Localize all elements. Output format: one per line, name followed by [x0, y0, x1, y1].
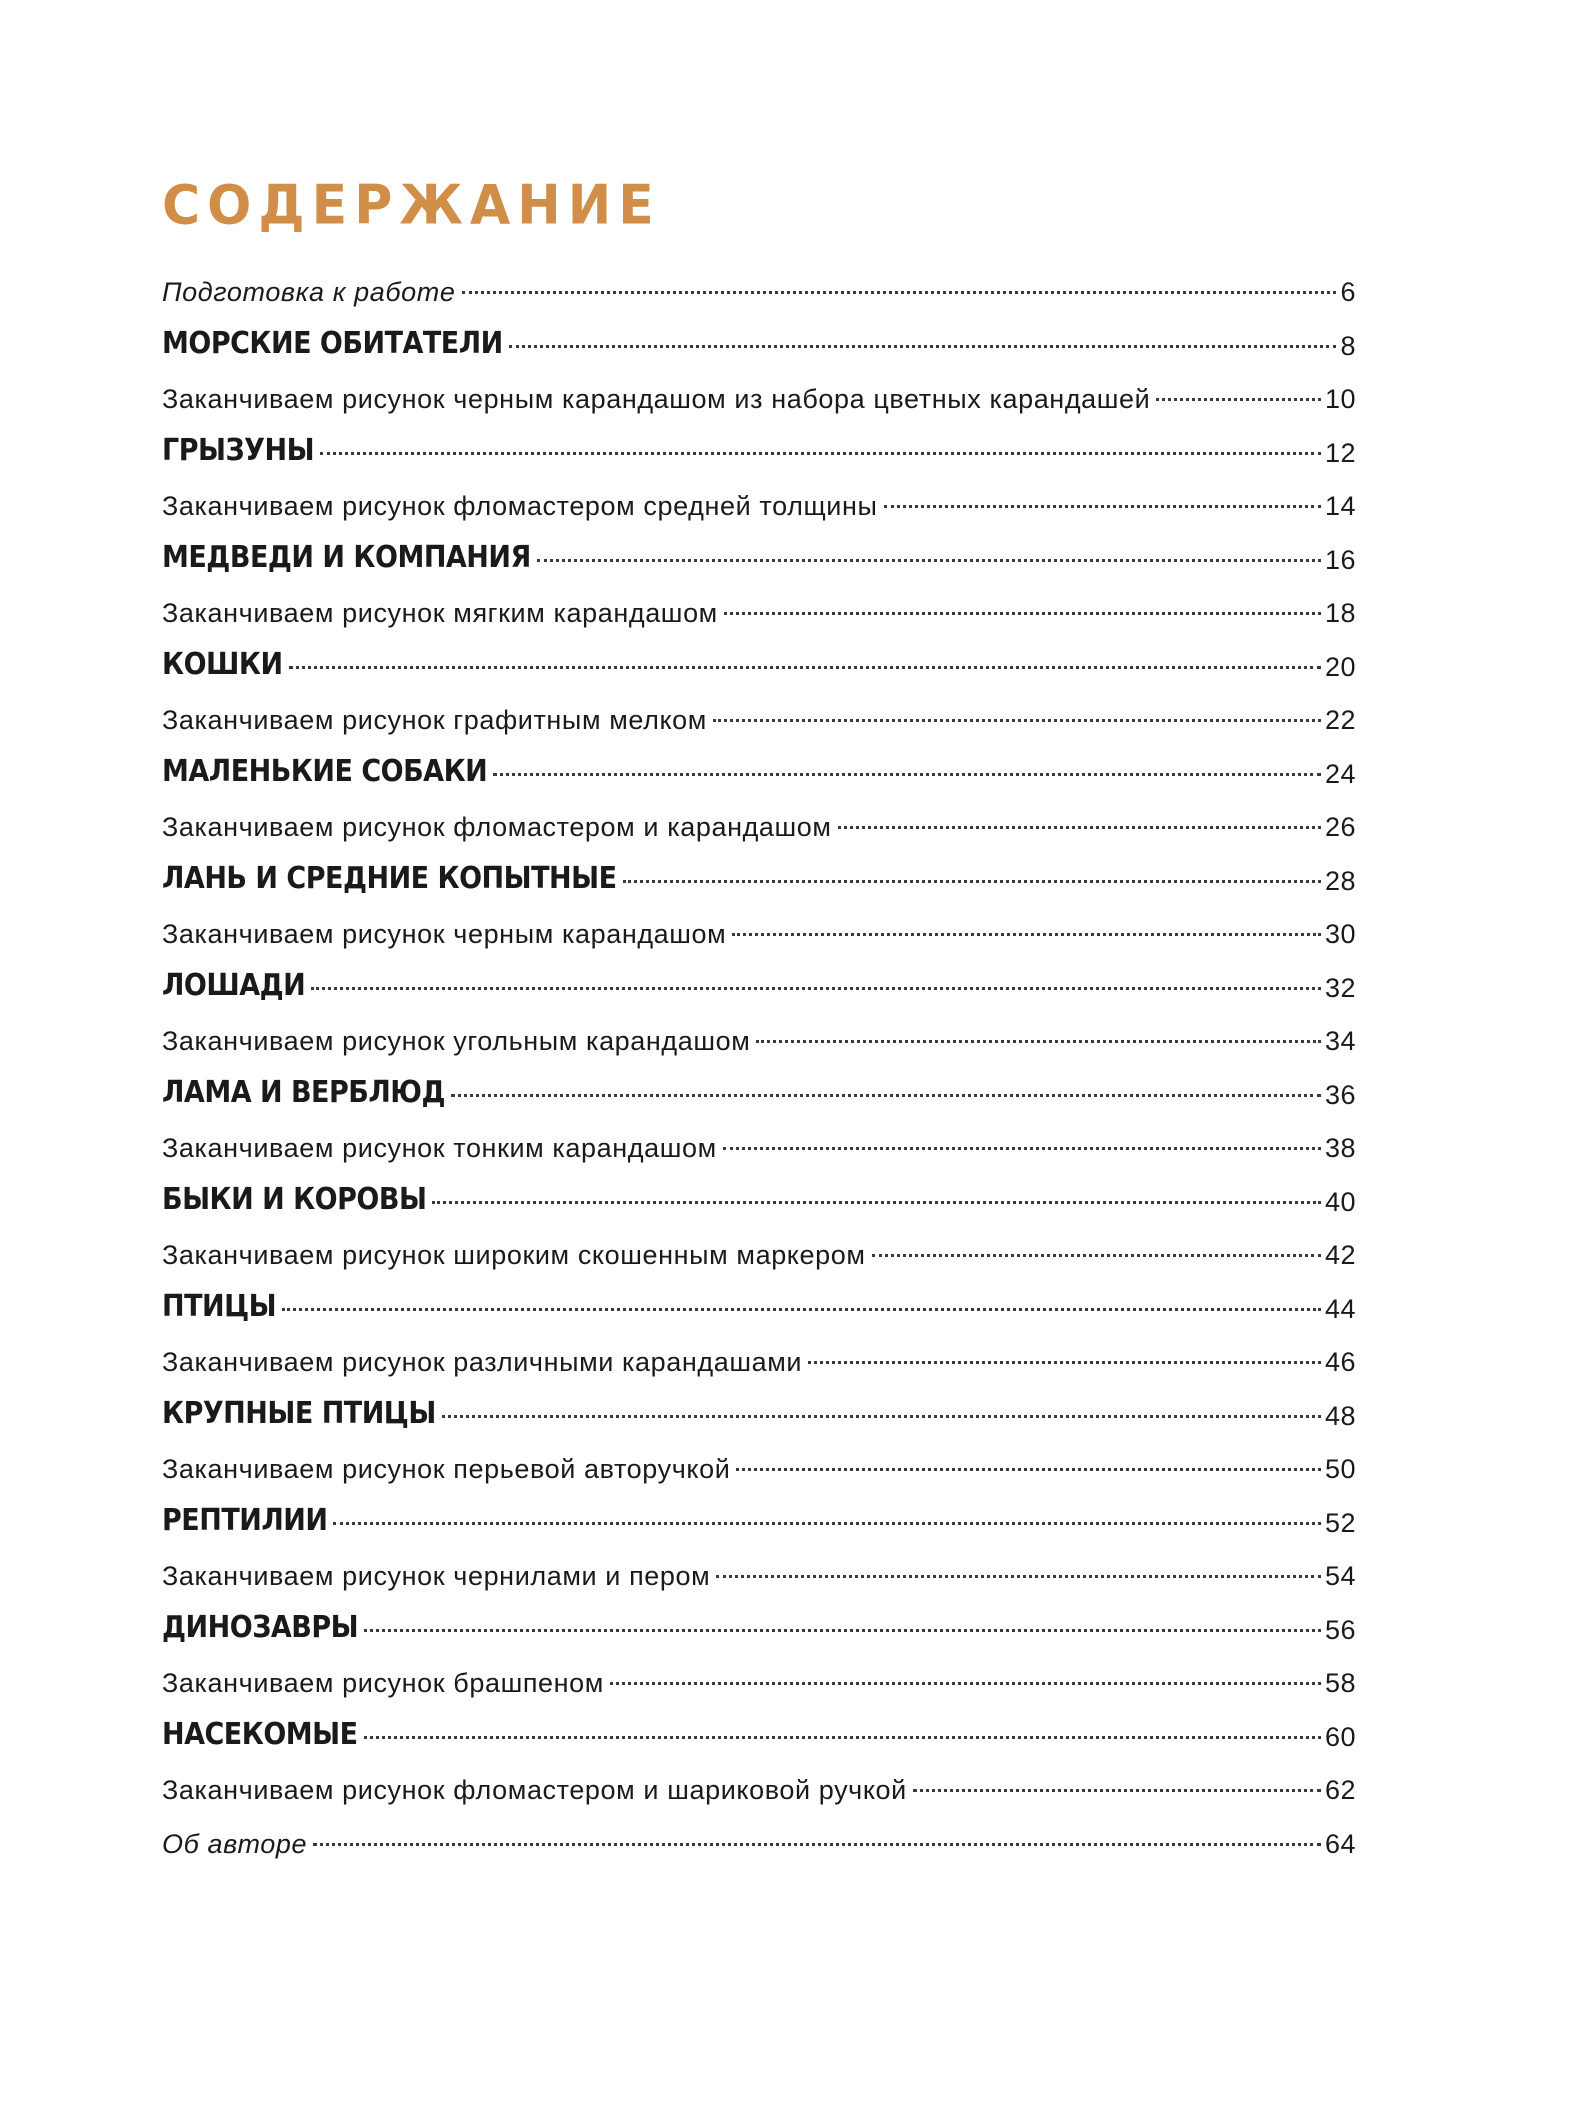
page-title: СОДЕРЖАНИЕ — [162, 174, 661, 238]
dot-leader — [723, 1147, 1321, 1150]
dot-leader — [732, 933, 1321, 936]
toc-subsection-entry[interactable] — [162, 694, 1356, 748]
dot-leader — [724, 612, 1321, 615]
dot-leader — [838, 826, 1321, 829]
toc-subsection-entry[interactable] — [162, 1015, 1356, 1069]
dot-leader — [1156, 398, 1321, 401]
toc-entry-label: ЛОШАДИ — [162, 967, 306, 1003]
dot-leader — [884, 505, 1321, 508]
dot-leader — [713, 719, 1321, 722]
toc-page-number: 30 — [1324, 919, 1356, 949]
toc-chapter-entry[interactable] — [162, 534, 1356, 588]
dot-leader — [289, 666, 1321, 669]
toc-entry-label: Заканчиваем рисунок тонким карандашом — [162, 1133, 717, 1163]
toc-chapter-entry[interactable] — [162, 320, 1356, 374]
toc-subsection-entry[interactable] — [162, 373, 1356, 427]
toc-page-number: 40 — [1324, 1186, 1356, 1217]
toc-page-number: 56 — [1324, 1614, 1356, 1645]
toc-chapter-entry[interactable] — [162, 748, 1356, 802]
toc-entry-label: Заканчиваем рисунок черным карандашом — [162, 919, 727, 949]
toc-entry-label: НАСЕКОМЫЕ — [162, 1716, 358, 1752]
toc-subsection-entry[interactable] — [162, 1550, 1356, 1604]
toc-chapter-entry[interactable] — [162, 1604, 1356, 1658]
toc-entry-label: Заканчиваем рисунок перьевой авторучкой — [162, 1454, 731, 1484]
dot-leader — [442, 1415, 1321, 1418]
toc-entry-label: Заканчиваем рисунок угольным карандашом — [162, 1026, 751, 1056]
dot-leader — [623, 880, 1321, 883]
toc-page-number: 42 — [1324, 1240, 1356, 1270]
toc-entry-label: Заканчиваем рисунок брашпеном — [162, 1668, 604, 1698]
toc-entry-label: Об авторе — [162, 1828, 308, 1859]
toc-list — [162, 266, 1356, 1871]
toc-chapter-entry[interactable] — [162, 1711, 1356, 1765]
toc-entry-label: Подготовка к работе — [162, 277, 456, 307]
toc-page-number: 24 — [1324, 758, 1356, 789]
toc-entry-label: Заканчиваем рисунок графитным мелком — [162, 705, 707, 735]
toc-page-number: 44 — [1324, 1293, 1356, 1324]
toc-page-number: 48 — [1324, 1400, 1356, 1431]
toc-page — [162, 168, 1356, 1871]
toc-entry-label: Заканчиваем рисунок черным карандашом из набора цветных карандашей — [162, 384, 1151, 414]
dot-leader — [432, 1201, 1321, 1204]
toc-chapter-entry[interactable] — [162, 1497, 1356, 1551]
toc-subsection-entry[interactable] — [162, 480, 1356, 534]
dot-leader — [610, 1682, 1321, 1685]
toc-entry-label: ЛАНЬ И СРЕДНИЕ КОПЫТНЫЕ — [162, 860, 617, 896]
toc-entry-label: Заканчиваем рисунок мягким карандашом — [162, 598, 718, 628]
toc-chapter-entry[interactable] — [162, 1283, 1356, 1337]
toc-section-entry[interactable] — [162, 1818, 1356, 1872]
toc-page-number: 8 — [1340, 330, 1356, 361]
toc-subsection-entry[interactable] — [162, 1229, 1356, 1283]
dot-leader — [913, 1789, 1321, 1792]
toc-section-entry[interactable] — [162, 266, 1356, 320]
toc-page-number: 32 — [1324, 972, 1356, 1003]
toc-page-number: 34 — [1324, 1026, 1356, 1056]
toc-entry-label: ДИНОЗАВРЫ — [162, 1609, 359, 1645]
toc-chapter-entry[interactable] — [162, 1176, 1356, 1230]
toc-chapter-entry[interactable] — [162, 855, 1356, 909]
toc-page-number: 46 — [1324, 1347, 1356, 1377]
toc-chapter-entry[interactable] — [162, 427, 1356, 481]
dot-leader — [716, 1575, 1321, 1578]
toc-entry-label: ПТИЦЫ — [162, 1288, 277, 1324]
toc-page-number: 22 — [1324, 705, 1356, 735]
toc-entry-label: КРУПНЫЕ ПТИЦЫ — [162, 1395, 436, 1431]
toc-page-number: 16 — [1324, 544, 1356, 575]
toc-entry-label: Заканчиваем рисунок фломастером средней толщины — [162, 491, 878, 521]
toc-entry-label: МЕДВЕДИ И КОМПАНИЯ — [162, 539, 531, 575]
toc-entry-label: Заканчиваем рисунок различными карандашами — [162, 1347, 803, 1377]
dot-leader — [808, 1361, 1321, 1364]
toc-subsection-entry[interactable] — [162, 1336, 1356, 1390]
toc-entry-label: ГРЫЗУНЫ — [162, 432, 315, 468]
dot-leader — [493, 773, 1321, 776]
toc-page-number: 14 — [1324, 491, 1356, 521]
toc-page-number: 28 — [1324, 865, 1356, 896]
toc-page-number: 36 — [1324, 1079, 1356, 1110]
dot-leader — [364, 1629, 1321, 1632]
toc-page-number: 6 — [1340, 277, 1356, 307]
toc-entry-label: РЕПТИЛИИ — [162, 1502, 328, 1538]
toc-page-number: 54 — [1324, 1561, 1356, 1591]
toc-page-number: 58 — [1324, 1668, 1356, 1698]
dot-leader — [282, 1308, 1321, 1311]
dot-leader — [313, 1843, 1321, 1846]
toc-subsection-entry[interactable] — [162, 1443, 1356, 1497]
toc-page-number: 18 — [1324, 598, 1356, 628]
toc-page-number: 12 — [1324, 437, 1356, 468]
toc-entry-label: Заканчиваем рисунок фломастером и шариковой ручкой — [162, 1775, 907, 1805]
toc-chapter-entry[interactable] — [162, 962, 1356, 1016]
dot-leader — [736, 1468, 1321, 1471]
dot-leader — [333, 1522, 1320, 1525]
toc-chapter-entry[interactable] — [162, 1390, 1356, 1444]
toc-entry-label: БЫКИ И КОРОВЫ — [162, 1181, 427, 1217]
dot-leader — [311, 987, 1321, 990]
toc-entry-label: МОРСКИЕ ОБИТАТЕЛИ — [162, 325, 503, 361]
toc-page-number: 10 — [1324, 384, 1356, 414]
toc-subsection-entry[interactable] — [162, 1657, 1356, 1711]
toc-page-number: 62 — [1324, 1775, 1356, 1805]
toc-page-number: 64 — [1324, 1828, 1356, 1859]
dot-leader — [756, 1040, 1321, 1043]
toc-entry-label: Заканчиваем рисунок фломастером и карандашом — [162, 812, 832, 842]
dot-leader — [462, 291, 1337, 294]
toc-entry-label: ЛАМА И ВЕРБЛЮД — [162, 1074, 446, 1110]
dot-leader — [451, 1094, 1321, 1097]
toc-page-number: 26 — [1324, 812, 1356, 842]
dot-leader — [320, 452, 1321, 455]
toc-subsection-entry[interactable] — [162, 1764, 1356, 1818]
toc-page-number: 60 — [1324, 1721, 1356, 1752]
toc-page-number: 52 — [1324, 1507, 1356, 1538]
dot-leader — [537, 559, 1321, 562]
toc-chapter-entry[interactable] — [162, 641, 1356, 695]
dot-leader — [509, 345, 1337, 348]
toc-entry-label: МАЛЕНЬКИЕ СОБАКИ — [162, 753, 488, 789]
toc-entry-label: Заканчиваем рисунок широким скошенным маркером — [162, 1240, 866, 1270]
dot-leader — [872, 1254, 1321, 1257]
toc-subsection-entry[interactable] — [162, 587, 1356, 641]
toc-page-number: 50 — [1324, 1454, 1356, 1484]
toc-page-number: 38 — [1324, 1133, 1356, 1163]
toc-chapter-entry[interactable] — [162, 1069, 1356, 1123]
toc-entry-label: КОШКИ — [162, 646, 283, 682]
toc-page-number: 20 — [1324, 651, 1356, 682]
toc-subsection-entry[interactable] — [162, 908, 1356, 962]
toc-entry-label: Заканчиваем рисунок чернилами и пером — [162, 1561, 711, 1591]
toc-subsection-entry[interactable] — [162, 801, 1356, 855]
dot-leader — [364, 1736, 1321, 1739]
toc-subsection-entry[interactable] — [162, 1122, 1356, 1176]
